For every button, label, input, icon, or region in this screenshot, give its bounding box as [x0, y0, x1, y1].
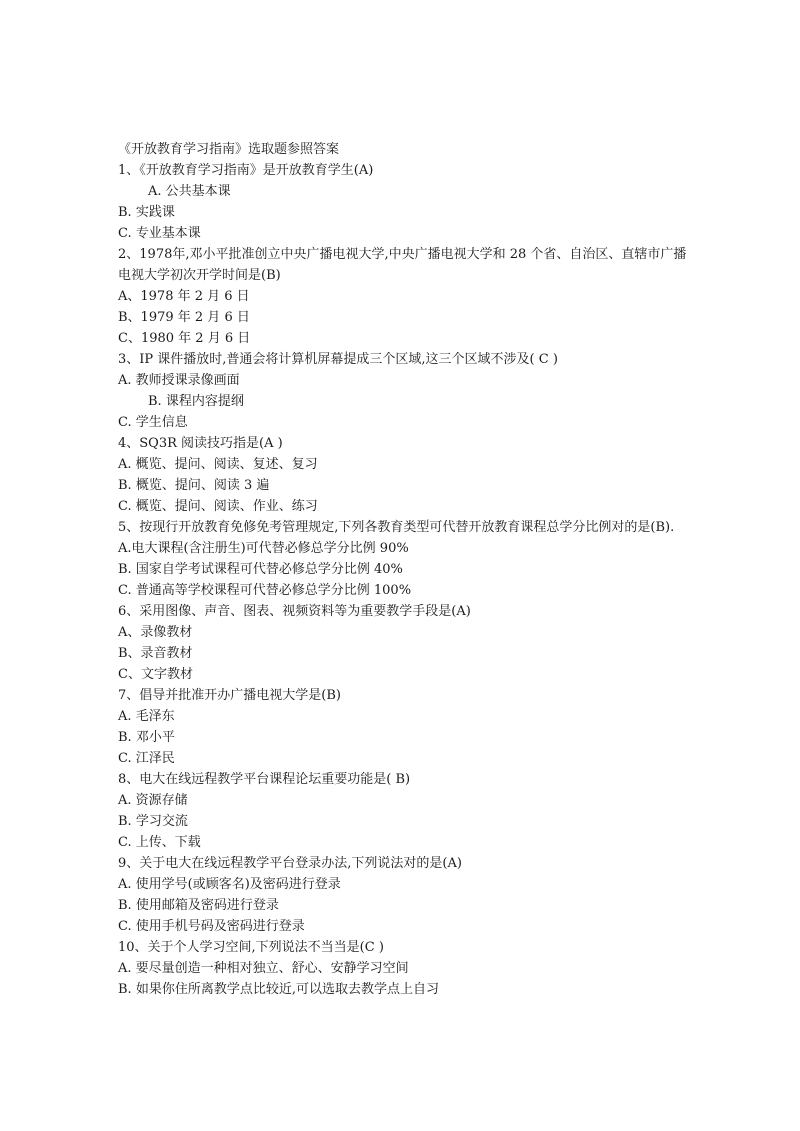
document-title: 《开放教育学习指南》选取题参照答案 — [118, 142, 340, 157]
document-line: 9、关于电大在线远程教学平台登录办法,下列说法对的是(A) — [118, 856, 462, 871]
document-page — [118, 139, 688, 1000]
document-line: A. 概览、提问、阅读、复述、复习 — [118, 457, 318, 472]
document-line: A. 毛泽东 — [118, 709, 175, 724]
document-line: 1、《开放教育学习指南》是开放教育学生(A) — [118, 163, 374, 178]
document-line: 2、1978年,邓小平批准创立中央广播电视大学,中央广播电视大学和 28 个省、自治区、直辖市广播电视大学初次开学时间是(B) — [118, 247, 687, 283]
document-line: C、1980 年 2 月 6 日 — [118, 331, 251, 346]
document-line: B. 如果你住所离教学点比较近,可以选取去教学点上自习 — [118, 982, 439, 997]
document-line: B. 课程内容提纲 — [148, 394, 244, 409]
document-line: 6、采用图像、声音、图表、视频资料等为重要教学手段是(A) — [118, 604, 471, 619]
document-line: C. 学生信息 — [118, 415, 188, 430]
document-line: B. 学习交流 — [118, 814, 188, 829]
document-line: B、1979 年 2 月 6 日 — [118, 310, 250, 325]
document-line: 5、按现行开放教育免修免考管理规定,下列各教育类型可代替开放教育课程总学分比例对的是(B). — [118, 520, 675, 535]
document-line: 10、关于个人学习空间,下列说法不当当是(C ) — [118, 940, 384, 955]
document-line: A. 公共基本课 — [148, 184, 231, 199]
document-line: C. 概览、提问、阅读、作业、练习 — [118, 499, 318, 514]
document-line: A.电大课程(含注册生)可代替必修总学分比例 90% — [118, 541, 409, 556]
document-line: 7、倡导并批准开办广播电视大学是(B) — [118, 688, 341, 703]
document-line: A. 要尽量创造一种相对独立、舒心、安静学习空间 — [118, 961, 409, 976]
document-line: A、1978 年 2 月 6 日 — [118, 289, 250, 304]
document-line: B. 国家自学考试课程可代替必修总学分比例 40% — [118, 562, 403, 577]
document-line: C、文字教材 — [118, 667, 193, 682]
document-line: B. 概览、提问、阅读 3 遍 — [118, 478, 270, 493]
document-line: 8、电大在线远程教学平台课程论坛重要功能是( B) — [118, 772, 411, 787]
document-line: C. 上传、下载 — [118, 835, 201, 850]
document-line: B. 邓小平 — [118, 730, 175, 745]
document-line: A. 资源存储 — [118, 793, 188, 808]
document-line: B. 使用邮箱及密码进行登录 — [118, 898, 279, 913]
document-line: 3、IP 课件播放时,普通会将计算机屏幕提成三个区域,这三个区域不涉及( C ) — [118, 352, 558, 367]
document-line: C. 普通高等学校课程可代替必修总学分比例 100% — [118, 583, 412, 598]
document-line: A、录像教材 — [118, 625, 193, 640]
document-line: A. 使用学号(或顾客名)及密码进行登录 — [118, 877, 341, 892]
document-line: C. 专业基本课 — [118, 226, 201, 241]
document-line: A. 教师授课录像画面 — [118, 373, 240, 388]
document-line: B. 实践课 — [118, 205, 175, 220]
document-line: C. 江泽民 — [118, 751, 175, 766]
document-line: 4、SQ3R 阅读技巧指是(A ) — [118, 436, 283, 451]
answer-list — [118, 160, 688, 1000]
document-line: B、录音教材 — [118, 646, 193, 661]
document-line: C. 使用手机号码及密码进行登录 — [118, 919, 305, 934]
